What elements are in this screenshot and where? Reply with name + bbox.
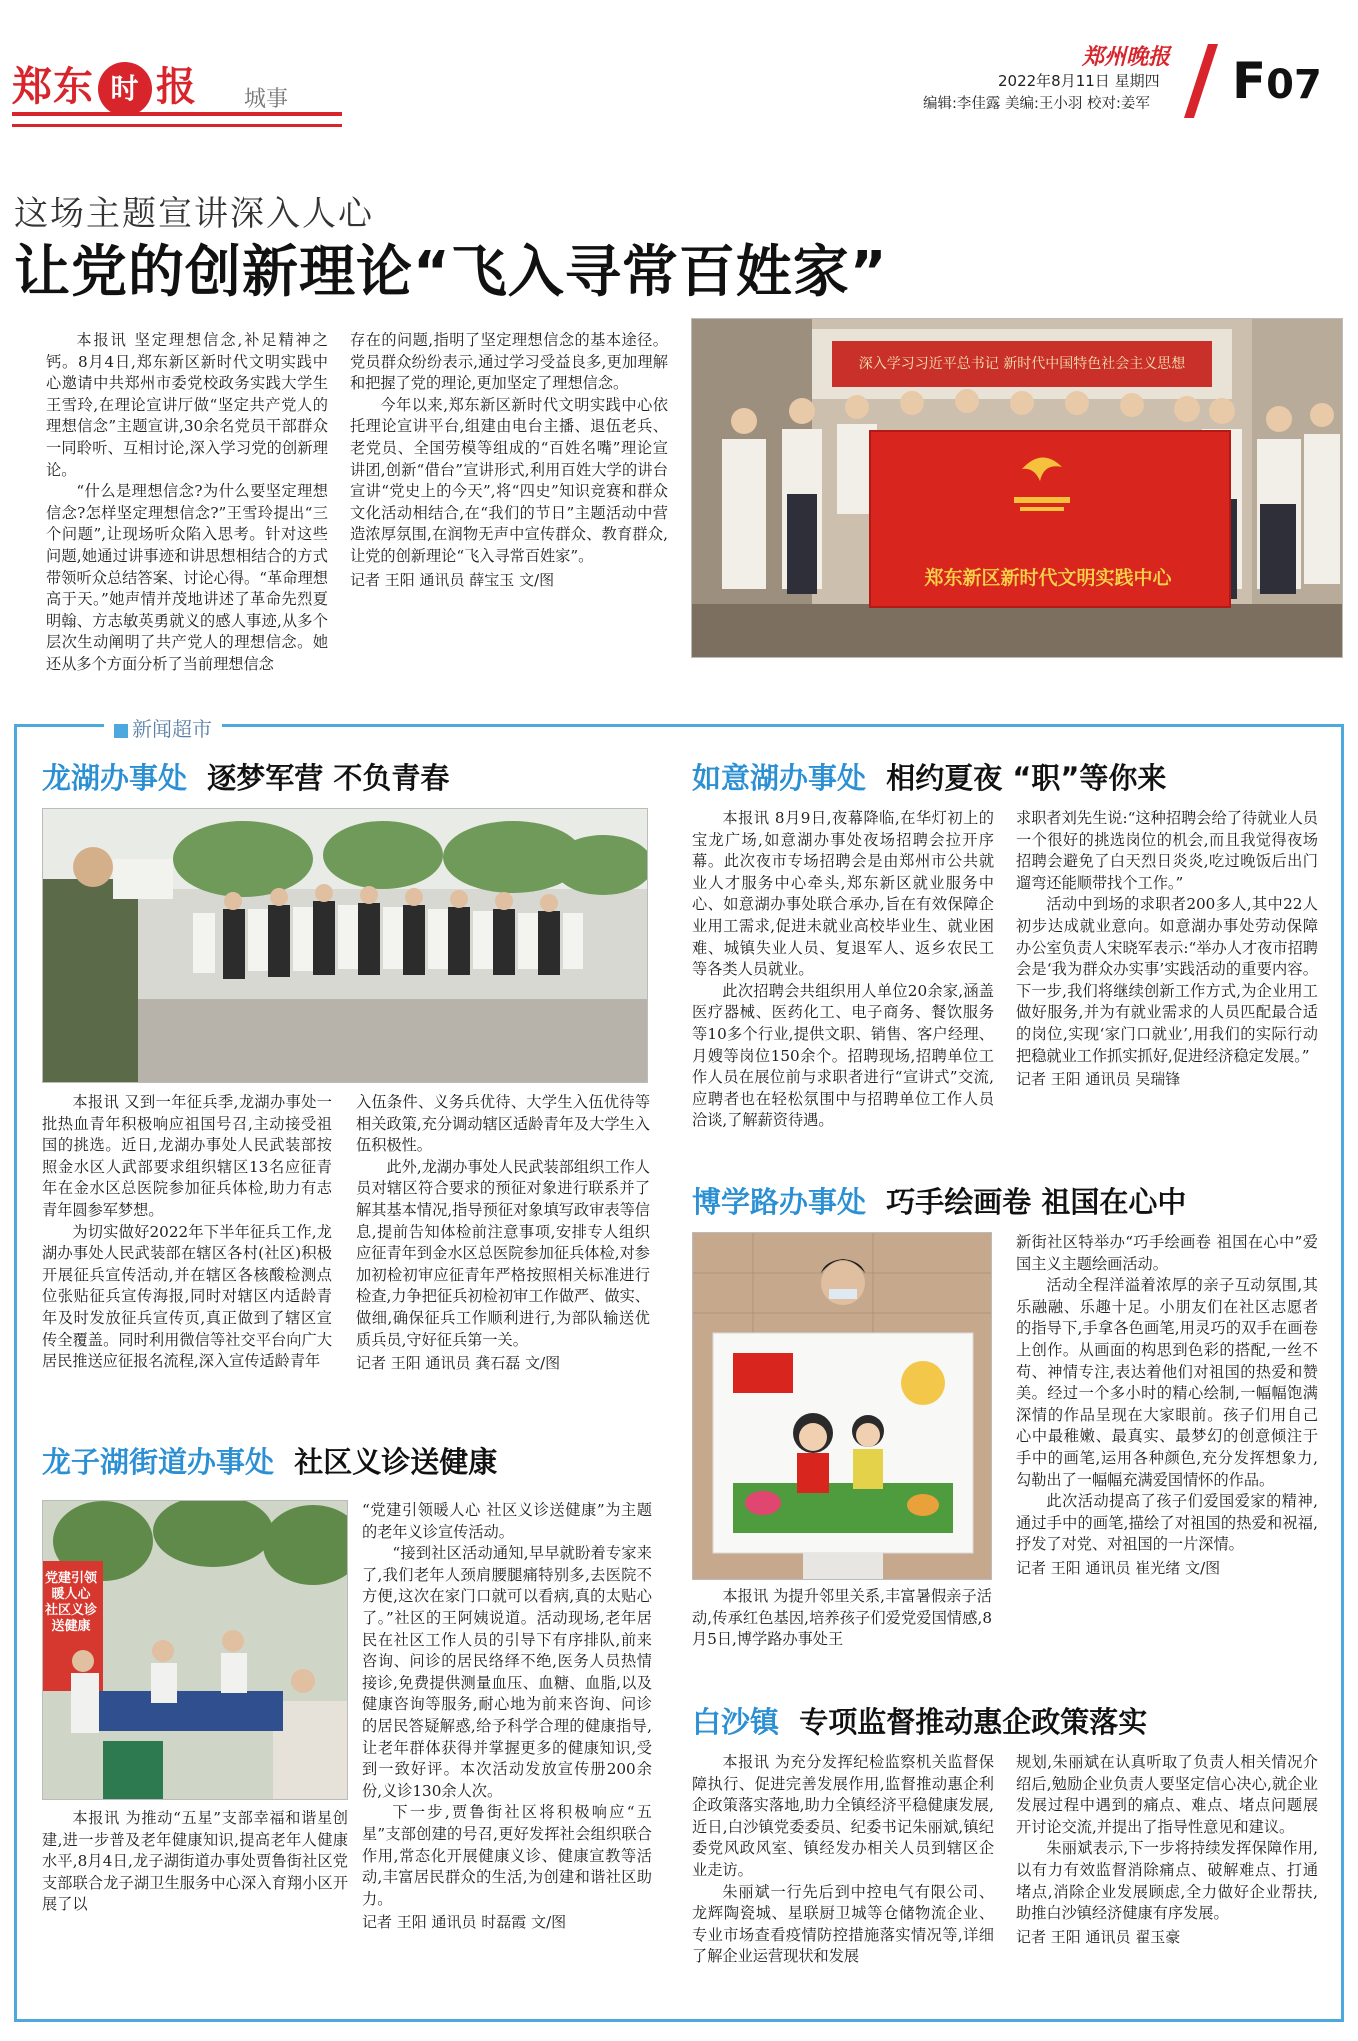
bxl-byline: 记者 王阳 通讯员 崔光绪 文/图 [1016, 1558, 1221, 1577]
page-number [1232, 52, 1322, 110]
lead-byline: 记者 王阳 通讯员 薛宝玉 文/图 [350, 570, 555, 589]
lead-photo [691, 318, 1343, 658]
lzh-headline: 社区义诊送健康 [294, 1445, 498, 1479]
lzh-column-1 [42, 1808, 348, 1916]
longhu-para: 入伍条件、义务兵优待、大学生入伍优待等相关政策,充分调动辖区适龄青年及大学生入伍积极性。 [356, 1093, 650, 1155]
bsz-org: 白沙镇 [692, 1705, 780, 1739]
lzh-para: 本报讯 为推动“五星”支部幸福和谐星创建,进一步普及老年健康知识,提高老年人健康水平,8月4日,龙子湖街道办事处贾鲁街社区党支部联合龙子湖卫生服务中心深入育翔小区开展了以 [42, 1809, 348, 1914]
header-rule-bottom [12, 124, 342, 127]
longhu-column-2 [356, 1092, 650, 1375]
lzh-sign: 党建引领暖人心 社区义诊送健康 [44, 1571, 97, 1634]
lead-column-2 [350, 330, 668, 591]
editor-credits: 编辑:李佳露 美编:王小羽 校对:姜军 [923, 96, 1150, 112]
page-slash-decoration [1184, 44, 1218, 118]
longhu-photo-illustration [43, 809, 648, 1083]
section-name: 城事 [244, 87, 289, 112]
section-label-text: 新闻超市 [132, 717, 212, 741]
longhu-title [42, 756, 449, 797]
lead-para: “什么是理想信念?为什么要坚定理想信念?怎样坚定理想信念?”王雪玲提出“三个问题”,让现场听众陷入思考。针对这些问题,她通过讲事迹和讲思想相结合的方式带领听众总结答案、讨论心得。“革命理想高于天。”她声情并茂地讲述了革命先烈夏明翰、方志敏英勇就义的感人事迹,从多个层次生动阐明了共产党人的理想信念。她还从多个方面分析了当前理想信念 [46, 482, 328, 673]
lead-column-1 [46, 330, 328, 676]
backdrop-text: 深入学习习近平总书记 新时代中国特色社会主义思想 [858, 356, 1186, 372]
lead-kicker: 这场主题宣讲深入人心 [14, 194, 374, 234]
ruyihu-para: 求职者刘先生说:“这种招聘会给了待就业人员一个很好的挑选岗位的机会,而且我觉得夜场招聘会避免了白天烈日炎炎,吃过晚饭后出门遛弯还能顺带找个工作。” [1016, 809, 1318, 892]
bxl-column-1 [692, 1586, 992, 1651]
bsz-para: 朱丽斌表示,下一步将持续发挥保障作用,以有力有效监督消除痛点、破解难点、打通堵点,消除企业发展顾虑,全力做好企业帮扶,助推白沙镇经济健康有序发展。 [1016, 1839, 1318, 1923]
ruyihu-byline: 记者 王阳 通讯员 吴瑞锋 [1016, 1070, 1181, 1089]
bxl-title [692, 1180, 1186, 1221]
bxl-photo [692, 1232, 992, 1580]
longhu-para: 为切实做好2022年下半年征兵工作,龙湖办事处人民武装部在辖区各村(社区)积极开展征兵宣传活动,并在辖区各核酸检测点位张贴征兵宣传海报,同时对辖区内适龄青年及时发放征兵宣传页,真正做到了辖区宣传全覆盖。同时利用微信等社交平台向广大居民推送应征报名流程,深入宣传适龄青年 [42, 1222, 332, 1371]
lzh-org: 龙子湖街道办事处 [42, 1445, 275, 1479]
bsz-column-1 [692, 1752, 994, 1968]
lzh-title [42, 1440, 497, 1481]
bsz-column-2 [1016, 1752, 1318, 1948]
lead-photo-banner [878, 563, 1218, 593]
lzh-column-2 [362, 1500, 652, 1934]
page-digits: 07 [1266, 62, 1322, 108]
bxl-column-2 [1016, 1232, 1318, 1580]
brand-logo [12, 55, 197, 116]
section-square-icon [114, 724, 128, 738]
longhu-headline: 逐梦军营 不负青春 [207, 761, 450, 795]
longhu-photo [42, 808, 648, 1083]
lzh-para: “接到社区活动通知,早早就盼着专家来了,我们老年人颈肩腰腿痛特别多,去医院不方便,这次在家门口就可以看病,真的太贴心了。”社区的王阿姨说道。活动现场,老年居民在社区工作人员的引导下有序排队,前来咨询、问诊的居民络绎不绝,医务人员热情接诊,免费提供测量血压、血糖、血脂,以及健康咨询等服务,耐心地为前来咨询、问诊的居民答疑解惑,给予科学合理的健康指导,让老年群体获得并掌握更多的健康知识,受到一致好评。本次活动发放宣传册200余份,义诊130余人次。 [362, 1544, 652, 1800]
bxl-para: 本报讯 为提升邻里关系,丰富暑假亲子活动,传承红色基因,培养孩子们爱党爱国情感,8月5日,博学路办事处王 [692, 1587, 992, 1649]
news-section-label [104, 713, 222, 742]
ruyihu-para: 此次招聘会共组织用人单位20余家,涵盖医疗器械、医药化工、电子商务、餐饮服务等10多个行业,提供文职、销售、客户经理、月嫂等岗位150余个。招聘现场,招聘单位工作人员在展位前与求职者进行“宣讲式”交流,应聘者也在轻松氛围中与招聘单位工作人员洽谈,了解薪资待遇。 [692, 981, 994, 1130]
bsz-para: 朱丽斌一行先后到中控电气有限公司、龙辉陶瓷城、星联厨卫城等仓储物流企业、专业市场查看疫情防控措施落实情况等,详细了解企业运营现状和发展 [692, 1882, 994, 1966]
longhu-para: 此外,龙湖办事处人民武装部组织工作人员对辖区符合要求的预征对象进行联系并了解其基本情况,指导预征对象填写政审表等信息,提前告知体检前注意事项,安排专人组织应征青年到金水区总医院参加征兵体检,对参加初检初审应征青年严格按照相关标准进行检查,力争把征兵初检初审工作做严、做实、做细,确保征兵工作顺利进行,为部队输送优质兵员,守好征兵第一关。 [356, 1157, 650, 1349]
lead-para: 本报讯 坚定理想信念,补足精神之钙。8月4日,郑东新区新时代文明实践中心邀请中共郑州市委党校政务实践大学生王雪玲,在理论宣讲厅做“坚定共产党人的理想信念”主题宣讲,30余名党员干部群众一同聆听、互相讨论,深入学习党的创新理论。 [46, 331, 328, 479]
brand-bubble: 时 [98, 62, 152, 116]
brand-pre: 郑东 [12, 64, 94, 110]
ruyihu-para: 活动中到场的求职者200多人,其中22人初步达成就业意向。如意湖办事处劳动保障办公室负责人宋晓军表示:“举办人才夜市招聘会是‘我为群众办实事’实践活动的重要内容。下一步,我们将继续创新工作方式,为企业用工做好服务,并为有就业需求的人员匹配最合适的岗位,实现‘家门口就业’,用我们的实际行动把稳就业工作抓实抓好,促进经济稳定发展。” [1016, 895, 1318, 1065]
bsz-para: 本报讯 为充分发挥纪检监察机关监督保障执行、促进完善发展作用,监督推动惠企利企政策落实落地,助力全镇经济平稳健康发展,近日,白沙镇党委委员、纪委书记朱丽斌,镇纪委党风政风室、镇经发办相关人员到辖区企业走访。 [692, 1753, 994, 1879]
bsz-headline: 专项监督推动惠企政策落实 [799, 1705, 1148, 1739]
issue-date: 2022年8月11日 星期四 [998, 72, 1160, 90]
lzh-para: 下一步,贾鲁街社区将积极响应“五星”支部创建的号召,更好发挥社会组织联合作用,常态化开展健康义诊、健康宣教等活动,丰富居民群众的生活,为创建和谐社区助力。 [362, 1803, 652, 1908]
longhu-column-1 [42, 1092, 332, 1373]
lead-headline: 让党的创新理论“飞入寻常百姓家” [14, 240, 888, 305]
ruyihu-headline: 相约夏夜 “职”等你来 [886, 761, 1167, 795]
bsz-title [692, 1700, 1147, 1741]
longhu-para: 本报讯 又到一年征兵季,龙湖办事处一批热血青年积极响应祖国号召,主动接受祖国的挑选。近日,龙湖办事处人民武装部按照金水区人武部要求组织辖区13名应征青年在金水区总医院参加征兵体检,助力有志青年圆参军梦想。 [42, 1093, 332, 1219]
header-rule-top [12, 112, 342, 116]
bxl-org: 博学路办事处 [692, 1185, 867, 1219]
lzh-photo-illustration [43, 1501, 348, 1800]
page-letter: F [1232, 52, 1267, 110]
bxl-photo-illustration [693, 1233, 992, 1580]
longhu-org: 龙湖办事处 [42, 761, 188, 795]
bsz-byline: 记者 王阳 通讯员 翟玉豪 [1016, 1927, 1181, 1946]
paper-name: 郑州晚报 [1082, 44, 1171, 70]
bxl-para: 此次活动提高了孩子们爱国爱家的精神,通过手中的画笔,描绘了对祖国的热爱和祝福,抒发了对党、对祖国的一片深情。 [1016, 1492, 1318, 1554]
ruyihu-column-2 [1016, 808, 1318, 1091]
banner-text: 郑东新区新时代文明实践中心 [924, 567, 1172, 589]
lzh-byline: 记者 王阳 通讯员 时磊霞 文/图 [362, 1913, 567, 1932]
longhu-byline: 记者 王阳 通讯员 龚石磊 文/图 [356, 1354, 561, 1373]
lead-para: 存在的问题,指明了坚定理想信念的基本途径。党员群众纷纷表示,通过学习受益良多,更加理解和把握了党的理论,更加坚定了理想信念。 [350, 331, 668, 393]
bxl-para: 新街社区特举办“巧手绘画卷 祖国在心中”爱国主义主题绘画活动。 [1016, 1233, 1318, 1273]
ruyihu-org: 如意湖办事处 [692, 761, 867, 795]
ruyihu-para: 本报讯 8月9日,夜幕降临,在华灯初上的宝龙广场,如意湖办事处夜场招聘会拉开序幕。此次夜市专场招聘会是由郑州市公共就业人才服务中心牵头,郑东新区就业服务中心、如意湖办事处联合承办,旨在有效保障企业用工需求,促进未就业高校毕业生、就业困难、城镇失业人员、复退军人、返乡农民工等各类人员就业。 [692, 809, 994, 979]
bsz-para: 规划,朱丽斌在认真听取了负责人相关情况介绍后,勉励企业负责人要坚定信心决心,就企业发展过程中遇到的痛点、难点、堵点问题展开讨论交流,并提出了指导性意见和建议。 [1016, 1753, 1318, 1836]
ruyihu-title [692, 756, 1166, 797]
lead-para: 今年以来,郑东新区新时代文明实践中心依托理论宣讲平台,组建由电台主播、退伍老兵、老党员、全国劳模等组成的“百姓名嘴”理论宣讲团,创新“借台”宣讲形式,利用百姓大学的讲台宣讲“党史上的今天”,将“四史”知识竞赛和群众文化活动相结合,在“我们的节日”主题活动中营造浓厚氛围,在润物无声中宣传群众、教育群众,让党的创新理论“飞入寻常百姓家”。 [350, 395, 668, 565]
ruyihu-column-1 [692, 808, 994, 1132]
lzh-photo [42, 1500, 348, 1800]
bxl-headline: 巧手绘画卷 祖国在心中 [886, 1185, 1187, 1219]
lzh-para: “党建引领暖人心 社区义诊送健康”为主题的老年义诊宣传活动。 [362, 1501, 652, 1541]
brand-post: 报 [156, 64, 197, 110]
bxl-para: 活动全程洋溢着浓厚的亲子互动氛围,其乐融融、乐趣十足。小朋友们在社区志愿者的指导下,手拿各色画笔,用灵巧的双手在画卷上创作。从画面的构思到色彩的搭配,一丝不苟、神情专注,表达着他们对祖国的热爱和赞美。经过一个多小时的精心绘制,一幅幅饱满深情的作品呈现在大家眼前。孩子们用自己心中最稚嫩、最真实、最梦幻的创意倾注于手中的画笔,运用各种颜色,充分发挥想象力,勾勒出了一幅幅充满爱国情怀的作品。 [1016, 1276, 1318, 1489]
